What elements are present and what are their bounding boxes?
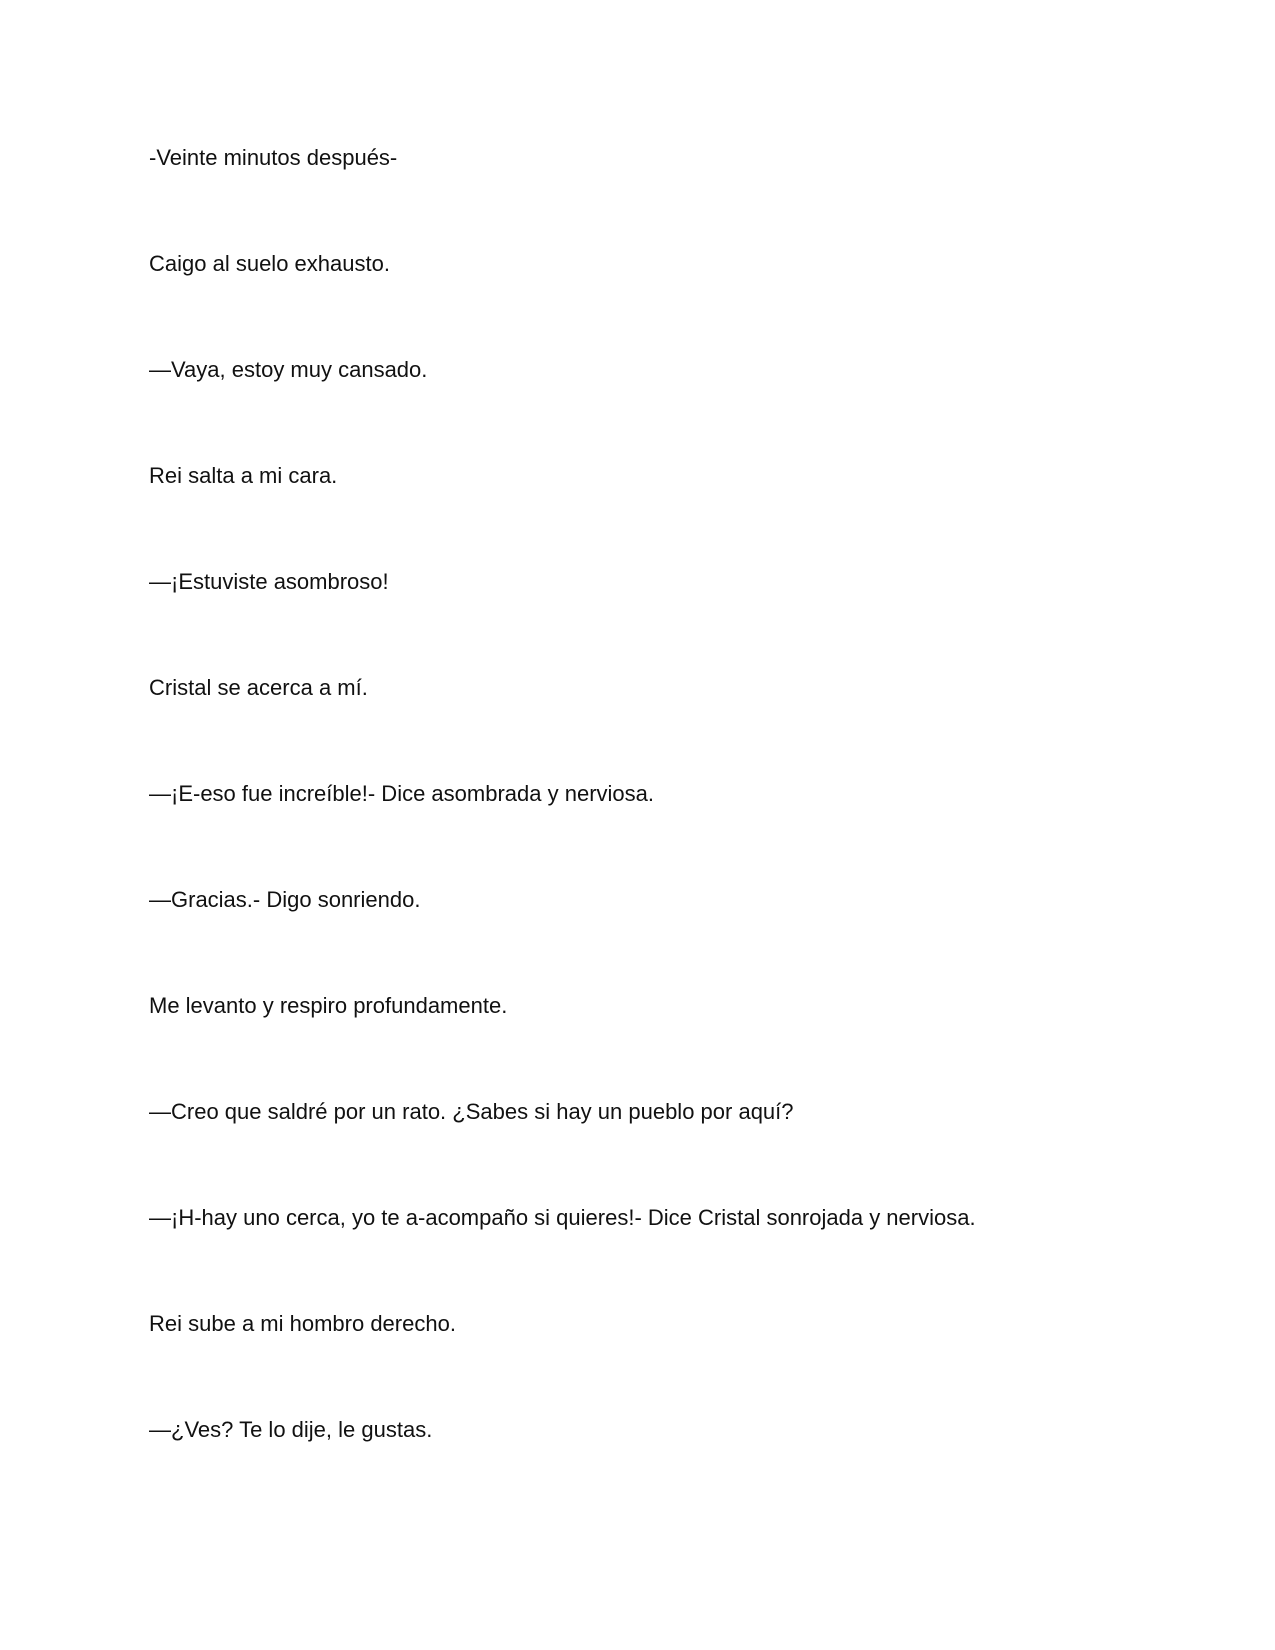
paragraph-narration: Caigo al suelo exhausto. (149, 251, 390, 276)
paragraph-dialogue: —Vaya, estoy muy cansado. (149, 357, 428, 382)
paragraph-dialogue: —Gracias.- Digo sonriendo. (149, 887, 421, 912)
paragraph-dialogue: —Creo que saldré por un rato. ¿Sabes si hay un pueblo por aquí? (149, 1099, 794, 1124)
paragraph-narration: Rei salta a mi cara. (149, 463, 338, 488)
paragraph-narration: Cristal se acerca a mí. (149, 675, 368, 700)
story-text (149, 143, 1189, 1521)
paragraph-dialogue: —¿Ves? Te lo dije, le gustas. (149, 1417, 433, 1442)
paragraph-narration: Me levanto y respiro profundamente. (149, 993, 508, 1018)
paragraph-dialogue: —¡Estuviste asombroso! (149, 569, 389, 594)
paragraph-dialogue: —¡H-hay uno cerca, yo te a-acompaño si quieres!- Dice Cristal sonrojada y nerviosa. (149, 1205, 976, 1230)
paragraph-dialogue: —¡E-eso fue increíble!- Dice asombrada y nerviosa. (149, 781, 654, 806)
paragraph-time-skip: -Veinte minutos después- (149, 145, 398, 170)
paragraph-narration: Rei sube a mi hombro derecho. (149, 1311, 456, 1336)
